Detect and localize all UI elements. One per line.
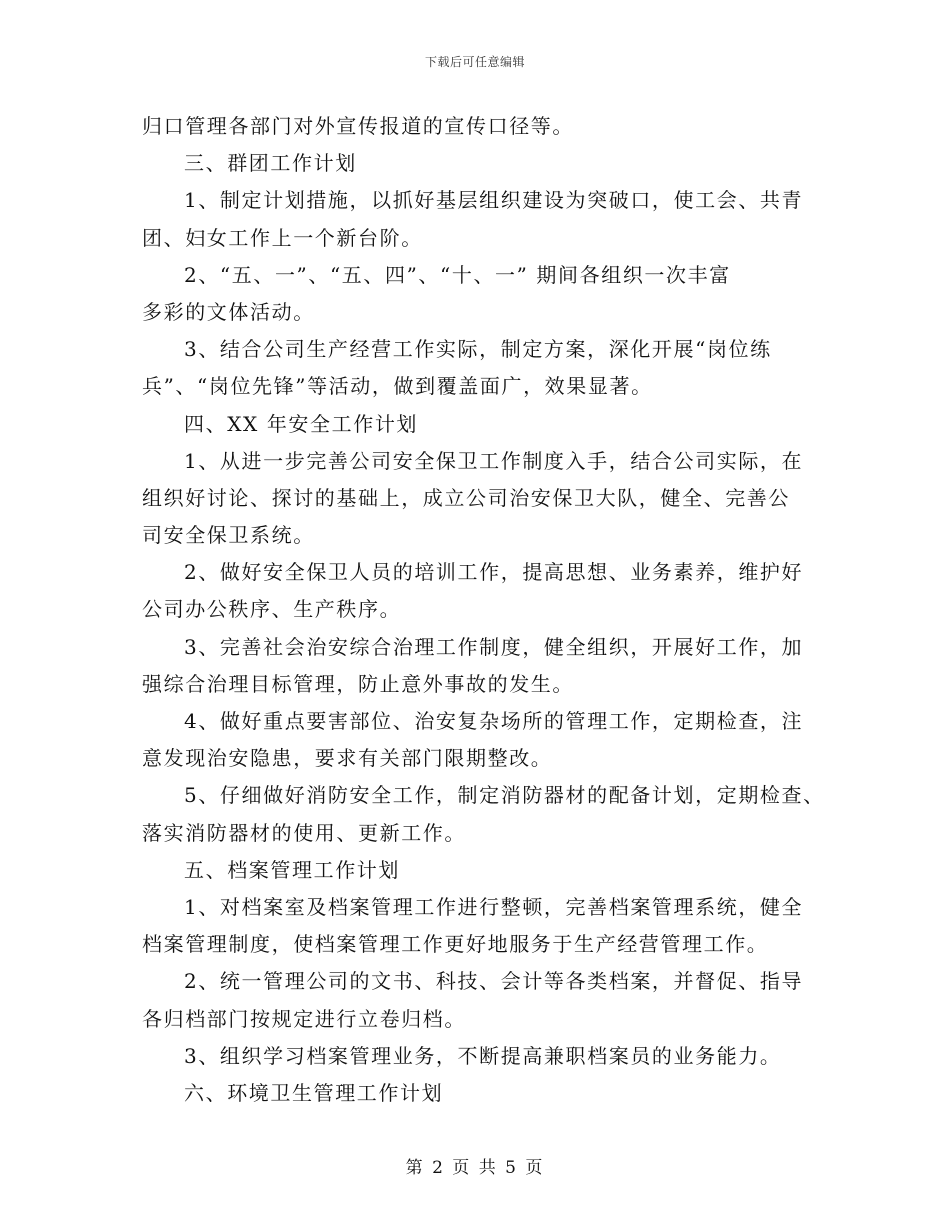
paragraph-line: 意发现治安隐患，要求有关部门限期整改。 — [142, 746, 553, 771]
paragraph-line: 各归档部门按规定进行立卷归档。 — [142, 1006, 466, 1031]
paragraph-line: 4、做好重点要害部位、治安复杂场所的管理工作，定期检查，注 — [184, 709, 804, 733]
paragraph-line: 3、组织学习档案管理业务，不断提高兼职档案员的业务能力。 — [184, 1043, 782, 1068]
page-number: 第 2 页 共 5 页 — [405, 1158, 545, 1178]
paragraph-line: 多彩的文体活动。 — [142, 299, 315, 324]
paragraph-line: 团、妇女工作上一个新台阶。 — [142, 225, 423, 250]
paragraph-line: 兵”、“岗位先锋”等活动，做到覆盖面广，效果显著。 — [142, 374, 653, 399]
paragraph-line: 司安全保卫系统。 — [142, 523, 315, 548]
paragraph-line: 公司办公秩序、生产秩序。 — [142, 597, 402, 622]
paragraph-line: 1、从进一步完善公司安全保卫工作制度入手，结合公司实际，在 — [184, 448, 804, 473]
paragraph-line: 2、统一管理公司的文书、科技、会计等各类档案，并督促、指导 — [184, 969, 804, 994]
paragraph-line: 3、完善社会治安综合治理工作制度，健全组织，开展好工作，加 — [184, 634, 804, 659]
section-heading: 三、群团工作计划 — [184, 151, 357, 176]
paragraph-line: 1、制定计划措施，以抓好基层组织建设为突破口，使工会、共青 — [184, 188, 804, 213]
paragraph-line: 2、做好安全保卫人员的培训工作，提高思想、业务素养，维护好 — [184, 560, 804, 585]
paragraph-line: 落实消防器材的使用、更新工作。 — [142, 820, 466, 845]
paragraph-line: 5、仔细做好消防安全工作，制定消防器材的配备计划，定期检查、 — [184, 783, 825, 808]
paragraph-line: 2、“五、一”、“五、四”、“十、一” 期间各组织一次丰富 — [184, 262, 731, 287]
paragraph-line: 档案管理制度，使档案管理工作更好地服务于生产经营管理工作。 — [142, 932, 769, 957]
header-note: 下载后可任意编辑 — [424, 55, 525, 69]
paragraph-line: 1、对档案室及档案管理工作进行整顿，完善档案管理系统，健全 — [184, 894, 804, 919]
document-body — [142, 108, 825, 1112]
section-heading: 六、环境卫生管理工作计划 — [184, 1080, 444, 1105]
paragraph-line: 归口管理各部门对外宣传报道的宣传口径等。 — [142, 114, 574, 138]
section-heading: 四、XX 年安全工作计划 — [184, 411, 419, 436]
paragraph-line: 组织好讨论、探讨的基础上，成立公司治安保卫大队，健全、完善公 — [142, 485, 790, 510]
section-heading: 五、档案管理工作计划 — [184, 857, 400, 882]
paragraph-line: 强综合治理目标管理，防止意外事故的发生。 — [142, 671, 574, 696]
paragraph-line: 3、结合公司生产经营工作实际，制定方案，深化开展“岗位练 — [184, 337, 772, 362]
